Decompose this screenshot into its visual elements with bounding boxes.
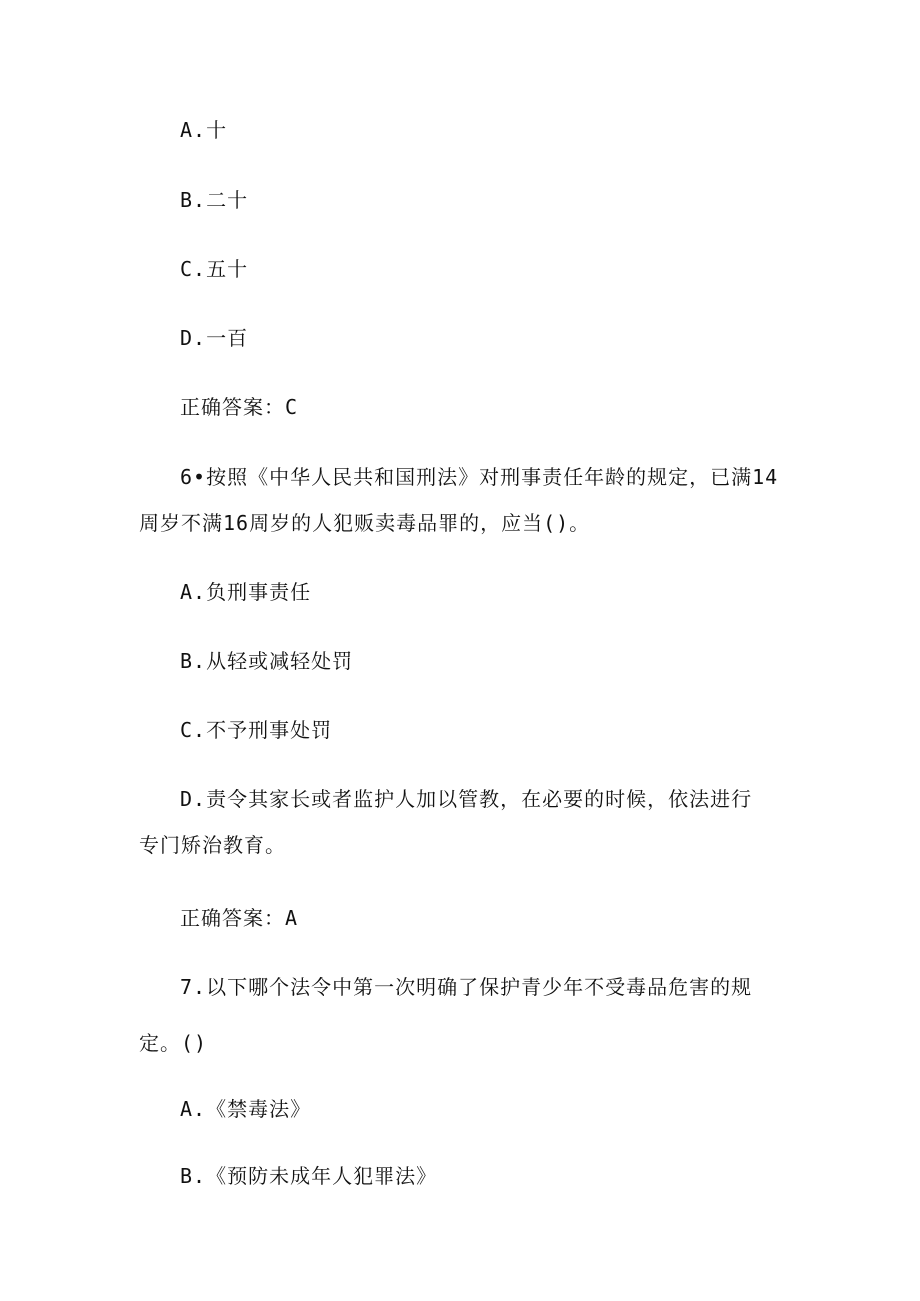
q5-option-b: B.二十	[180, 188, 249, 212]
q5-option-d: D.一百	[180, 326, 249, 350]
q6-answer: 正确答案：A	[180, 906, 299, 930]
q7-option-a: A.《禁毒法》	[180, 1097, 312, 1121]
q6-option-a: A.负刑事责任	[180, 580, 312, 604]
q6-option-c: C.不予刑事处罚	[180, 718, 333, 742]
q5-answer: 正确答案：C	[180, 395, 299, 419]
q5-option-a: A.十	[180, 118, 228, 142]
q6-option-d: D.责令其家长或者监护人加以管教，在必要的时候，依法进行	[180, 787, 753, 811]
q7-option-b: B.《预防未成年人犯罪法》	[180, 1164, 438, 1188]
q5-option-c: C.五十	[180, 257, 249, 281]
q7-question-line2: 定。()	[139, 1031, 208, 1055]
q6-question-line1: 6•按照《中华人民共和国刑法》对刑事责任年龄的规定，已满14	[180, 465, 779, 489]
q6-question-line2: 周岁不满16周岁的人犯贩卖毒品罪的，应当()。	[139, 511, 591, 535]
q7-question-line1: 7.以下哪个法令中第一次明确了保护青少年不受毒品危害的规	[180, 975, 753, 999]
q6-option-b: B.从轻或减轻处罚	[180, 649, 354, 673]
q6-option-d-cont: 专门矫治教育。	[139, 833, 286, 857]
